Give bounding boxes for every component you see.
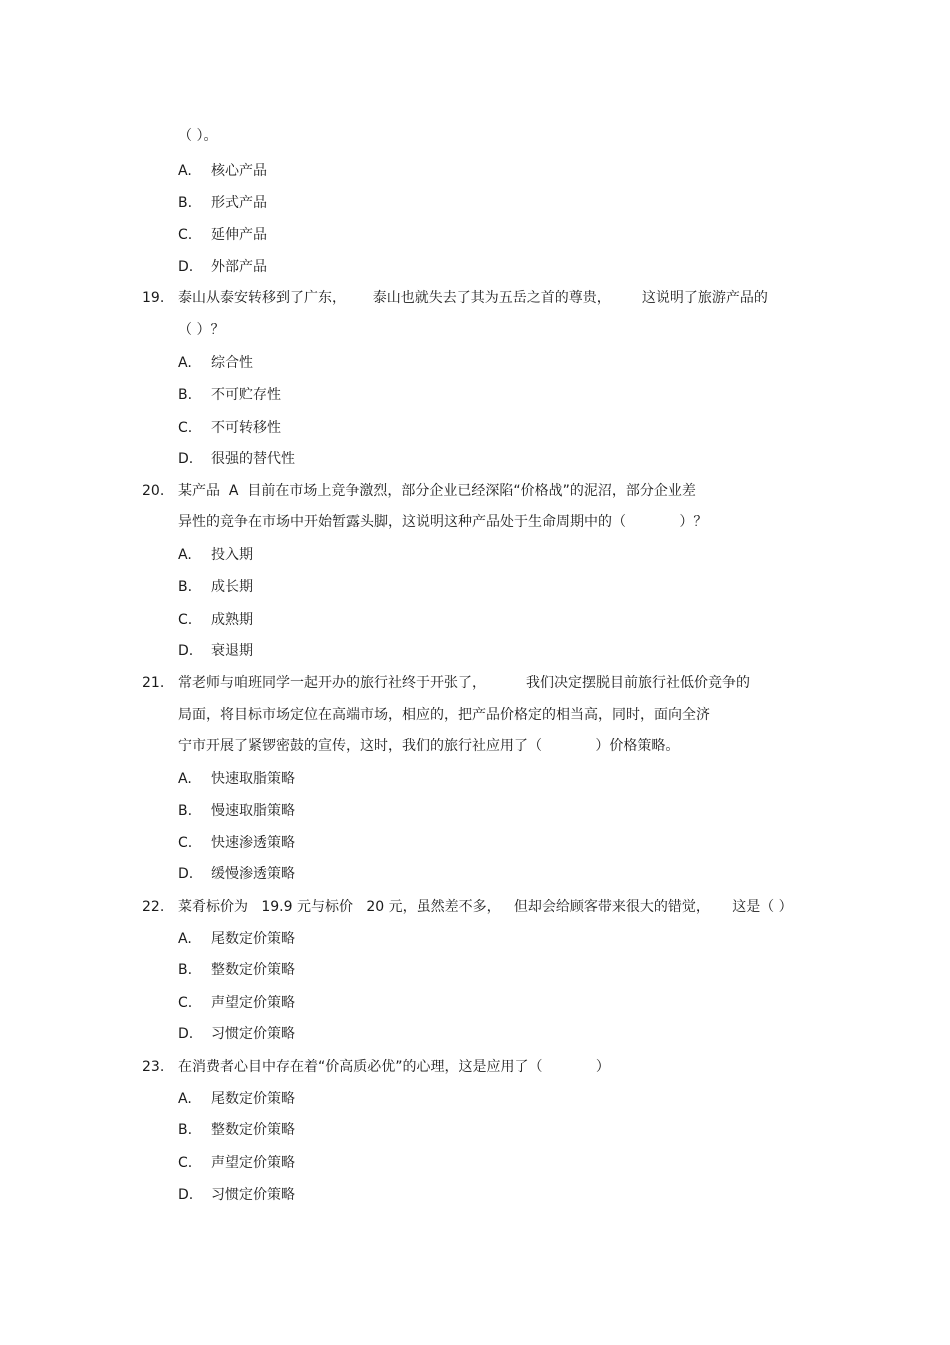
question-stem-line: 泰山从泰安转移到了广东， 泰山也就失去了其为五岳之首的尊贵， 这说明了旅游产品的: [178, 290, 768, 306]
question-stem-line: （ ）？: [178, 322, 225, 338]
option-text: 不可贮存性: [211, 387, 281, 403]
question-stem-line: 宁市开展了紧锣密鼓的宣传，这时，我们的旅行社应用了（ ）价格策略。: [178, 738, 680, 754]
option-letter: C.: [178, 835, 193, 851]
option-letter: B.: [178, 387, 193, 403]
option-text: 整数定价策略: [211, 962, 295, 978]
option-text: 很强的替代性: [211, 451, 295, 467]
option-text: 延伸产品: [211, 227, 267, 243]
option-text: 习惯定价策略: [211, 1187, 295, 1203]
option-text: 尾数定价策略: [211, 1091, 295, 1107]
option-letter: A.: [178, 355, 192, 371]
option-letter: D.: [178, 259, 194, 275]
option-letter: A.: [178, 1091, 192, 1107]
question-stem-line: 常老师与咱班同学一起开办的旅行社终于开张了， 我们决定摆脱目前旅行社低价竞争的: [178, 675, 751, 691]
option-letter: A.: [178, 771, 192, 787]
option-letter: A.: [178, 547, 192, 563]
option-text: 尾数定价策略: [211, 931, 295, 947]
option-letter: D.: [178, 451, 194, 467]
question-number: 22.: [142, 899, 165, 915]
option-text: 综合性: [211, 355, 253, 371]
option-letter: D.: [178, 866, 194, 882]
option-text: 快速取脂策略: [211, 771, 295, 787]
option-letter: D.: [178, 643, 194, 659]
option-letter: B.: [178, 195, 193, 211]
option-letter: C.: [178, 420, 193, 436]
question-stem-line: 在消费者心目中存在着“价高质必优”的心理，这是应用了（ ）: [178, 1059, 610, 1075]
question-stem-tail: （ ）。: [178, 128, 218, 144]
option-text: 习惯定价策略: [211, 1026, 295, 1042]
option-letter: B.: [178, 579, 193, 595]
option-text: 慢速取脂策略: [211, 803, 295, 819]
option-letter: C.: [178, 1155, 193, 1171]
option-text: 成熟期: [211, 612, 253, 628]
option-text: 缓慢渗透策略: [211, 866, 295, 882]
question-number: 20.: [142, 483, 165, 499]
option-text: 形式产品: [211, 195, 267, 211]
option-text: 投入期: [211, 547, 253, 563]
option-letter: B.: [178, 803, 193, 819]
option-letter: C.: [178, 227, 193, 243]
question-stem-line: 菜肴标价为 19.9 元与标价 20 元，虽然差不多， 但却会给顾客带来很大的错觉， 这是（ ）: [178, 899, 793, 915]
question-number: 19.: [142, 290, 165, 306]
option-text: 衰退期: [211, 643, 253, 659]
option-letter: D.: [178, 1026, 194, 1042]
option-text: 成长期: [211, 579, 253, 595]
option-letter: B.: [178, 1122, 193, 1138]
option-text: 声望定价策略: [211, 1155, 295, 1171]
option-letter: C.: [178, 995, 193, 1011]
option-text: 声望定价策略: [211, 995, 295, 1011]
option-text: 不可转移性: [211, 420, 281, 436]
option-letter: C.: [178, 612, 193, 628]
option-text: 核心产品: [211, 163, 267, 179]
question-stem-line: 某产品 A 目前在市场上竞争激烈，部分企业已经深陷“价格战”的泥沼，部分企业差: [178, 483, 696, 499]
question-stem-line: 局面，将目标市场定位在高端市场，相应的，把产品价格定的相当高，同时，面向全济: [178, 707, 710, 723]
option-letter: D.: [178, 1187, 194, 1203]
question-stem-line: 异性的竞争在市场中开始暂露头脚，这说明这种产品处于生命周期中的（ ）？: [178, 514, 708, 530]
option-letter: B.: [178, 962, 193, 978]
option-letter: A.: [178, 931, 192, 947]
option-text: 整数定价策略: [211, 1122, 295, 1138]
option-text: 快速渗透策略: [211, 835, 295, 851]
question-number: 23.: [142, 1059, 165, 1075]
question-number: 21.: [142, 675, 165, 691]
option-text: 外部产品: [211, 259, 267, 275]
option-letter: A.: [178, 163, 192, 179]
